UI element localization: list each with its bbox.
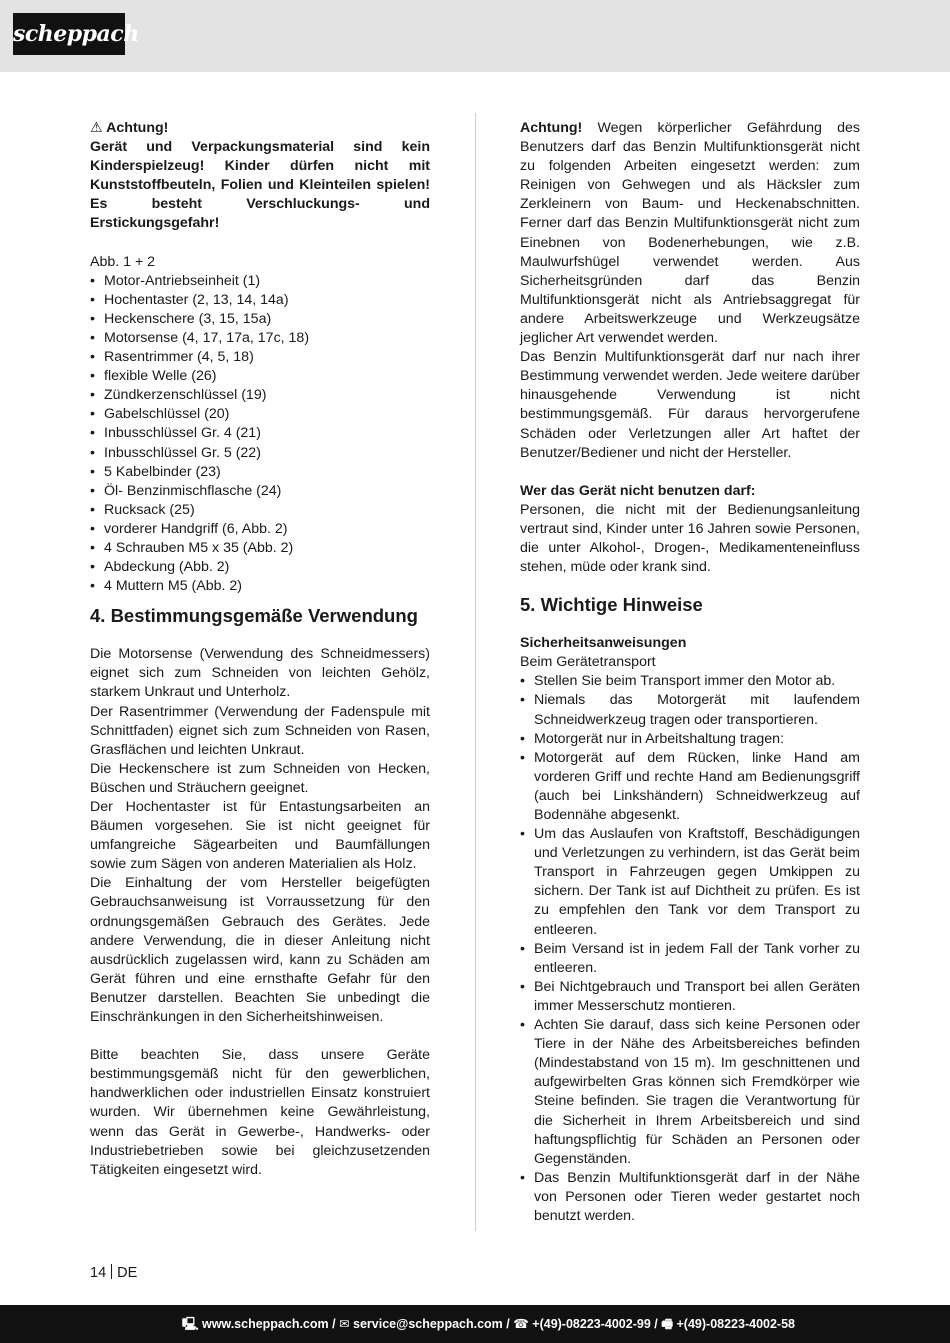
list-item: • Hochentaster (2, 13, 14, 14a) [90,291,430,310]
warning-text: Gerät und Verpackungsmaterial sind kein Kinderspielzeug! Kinder dürfen nicht mit Kunststoffbeuteln, Folien und Kleinteilen spielen! Es besteht Verschluckungs- und Erstickungsgefahr! [90,139,430,232]
list-item: • Achten Sie darauf, dass sich keine Personen oder Tiere in der Nähe des Arbeitsbereiches befinden (Mindestabstand von 15 m). Im geschnittenen und aufgewirbelten Gras können sich Fremdkörper wie Steine befinden. Sie tragen die Verantwortung für die Sicherheit in Ihrem Arbeitsbereich und sind haftungspflichtig für Schäden an Personen oder Gegenständen. [520,1016,860,1169]
list-item: • Rasentrimmer (4, 5, 18) [90,348,430,367]
abb-label: Abb. 1 + 2 [90,253,156,270]
warning-triangle-icon: ⚠ [90,120,103,136]
transport-label: Beim Gerätetransport [520,654,656,671]
section-4-paragraph: Die Einhaltung der vom Hersteller beigefügten Gebrauchsanweisung ist Vorraussetzung für den ordnungsgemäßen Gebrauch des Gerätes. Jede andere Verwendung, die in dieser Anleitung nicht ausdrücklich zugelassen wird, kann zu Schäden am Gerät führen und eine ernsthafte Gefahr für den Benutzer darstellen. Beachten Sie unbedingt die Einschränkungen in den Sicherheitshinweisen. [90,875,430,1026]
mail-icon: ✉ [339,1317,350,1331]
column-divider [475,113,476,1231]
header-bar [0,0,950,72]
section-4-heading: 4. Bestimmungsgemäße Verwendung [90,605,418,627]
footer-fax: +(49)-08223-4002-58 [676,1317,795,1331]
list-item: • 4 Schrauben M5 x 35 (Abb. 2) [90,539,430,558]
page-number: 14 DE [90,1265,138,1281]
list-item: • Inbusschlüssel Gr. 5 (22) [90,444,430,463]
list-item: • vorderer Handgriff (6, Abb. 2) [90,520,430,539]
list-item: • Um das Auslaufen von Kraftstoff, Beschädigungen und Verletzungen zu verhindern, ist das Gerät beim Transport in Fahrzeugen gegen Umkippen zu sichern. Der Tank ist auf Dichtheit zu prüfen. Es ist zu empfehlen den Tank vor dem Transport zu entleeren. [520,825,860,940]
list-item: • Bei Nichtgebrauch und Transport bei allen Geräten immer Messerschutz montieren. [520,978,860,1016]
left-column [90,119,430,1180]
list-item: • Beim Versand ist in jedem Fall der Tank vorher zu entleeren. [520,940,860,978]
parts-list [90,272,430,597]
list-item: • Abdeckung (Abb. 2) [90,558,430,577]
warning-heading: ⚠ Achtung! [90,120,169,136]
list-item: • 4 Muttern M5 (Abb. 2) [90,577,430,596]
section-4-note: Bitte beachten Sie, dass unsere Geräte bestimmungsgemäß nicht für den gewerblichen, handwerklichen oder industriellen Einsatz konstruiert wurden. Wir übernehmen keine Gewährleistung, wenn das Gerät in Gewerbe-, Handwerks- oder Industriebetrieben sowie bei gleichzusetzenden Tätigkeiten eingesetzt wird. [90,1047,430,1178]
list-item: • Niemals das Motorgerät mit laufendem Schneidwerkzeug tragen oder transportieren. [520,691,860,729]
list-item: • Rucksack (25) [90,501,430,520]
scheppach-logo: scheppach [13,13,125,55]
list-item: • Öl- Benzinmischflasche (24) [90,482,430,501]
list-item: • Motorgerät nur in Arbeitshaltung tragen: [520,730,860,749]
list-item: • Inbusschlüssel Gr. 4 (21) [90,424,430,443]
list-item: • Heckenschere (3, 15, 15a) [90,310,430,329]
right-column [520,119,860,1226]
who-heading: Wer das Gerät nicht benutzen darf: [520,482,756,499]
section-4-paragraph: Der Rasentrimmer (Verwendung der Fadenspule mit Schnittfaden) eignet sich zum Schneiden von Rasen, Grasflächen und leichten Unkraut. [90,703,430,758]
list-item: • Motor-Antriebseinheit (1) [90,272,430,291]
section-4-paragraph: Die Motorsense (Verwendung des Schneidmessers) eignet sich zum Schneiden von leichten Gehölz, starkem Unkraut und Unterholz. [90,646,430,701]
safety-heading: Sicherheitsanweisungen [520,635,687,652]
list-item: • Motorgerät auf dem Rücken, linke Hand am vorderen Griff und rechte Hand am Bedienungsgriff (auch bei Linkshändern) Schneidwerkzeug auf Bodennähe abgesenkt. [520,749,860,825]
list-item: • Gabelschlüssel (20) [90,405,430,424]
list-item: • 5 Kabelbinder (23) [90,463,430,482]
usage-paragraph: Das Benzin Multifunktionsgerät darf nur nach ihrer Bestimmung verwendet werden. Jede weitere darüber hinausgehende Verwendung ist nicht bestimmungsgemäß. Für daraus hervorgerufene Schäden oder Verletzungen aller Art haftet der Benutzer/Bediener und nicht der Hersteller. [520,349,860,461]
list-item: • flexible Welle (26) [90,367,430,386]
footer-web[interactable]: www.scheppach.com [201,1317,329,1331]
footer-phone: +(49)-08223-4002-99 [532,1317,651,1331]
section-4-paragraph: Der Hochentaster ist für Entastungsarbeiten an Bäumen vorgesehen. Sie ist nicht geeignet für umfangreiche Sägearbeiten und Baumfällungen sowie zum Sägen von anderen Materialien als Holz. [90,799,430,873]
who-paragraph: Personen, die nicht mit der Bedienungsanleitung vertraut sind, Kinder unter 16 Jahren sowie Personen, die unter Alkohol-, Drogen-, Medikamenteneinfluss stehen, müde oder krank sind. [520,501,860,576]
section-5-heading: 5. Wichtige Hinweise [520,594,703,616]
list-item: • Zündkerzenschlüssel (19) [90,386,430,405]
fax-icon: 🖷 [661,1317,674,1331]
section-4-paragraph: Die Heckenschere ist zum Schneiden von Hecken, Büschen und Sträuchern geeignet. [90,760,430,796]
page-separator [111,1264,112,1279]
computer-icon: 🖳 [181,1317,199,1331]
safety-list [520,672,860,1226]
footer-bar: 🖳 www.scheppach.com / ✉ service@scheppach.com / ☎ +(49)-08223-4002-99 / 🖷 +(49)-08223-4002-58 [0,1305,950,1343]
achtung-paragraph: Achtung! Wegen körperlicher Gefährdung des Benutzers darf das Benzin Multifunktionsgerät nicht zu folgenden Arbeiten eingesetzt werden: zum Reinigen von Gehwegen und als Häcksler zum Zerkleinern von Baum- und Heckenabschnitten. Ferner darf das Benzin Multifunktionsgerät nicht zum Einebnen von Bodenerhebungen, wie z.B. Maulwurfshügel verwendet werden. Aus Sicherheitsgründen darf das Benzin Multifunktionsgerät nicht als Antriebsaggregat für andere Arbeitswerkzeuge und Werkzeugsätze jeglicher Art verwendet werden. [520,120,860,347]
footer-email[interactable]: service@scheppach.com [353,1317,503,1331]
list-item: • Das Benzin Multifunktionsgerät darf in der Nähe von Personen oder Tieren weder gestartet noch benutzt werden. [520,1169,860,1226]
achtung-label: Achtung! [520,120,583,136]
list-item: • Motorsense (4, 17, 17a, 17c, 18) [90,329,430,348]
list-item: • Stellen Sie beim Transport immer den Motor ab. [520,672,860,691]
phone-icon: ☎ [513,1317,529,1331]
